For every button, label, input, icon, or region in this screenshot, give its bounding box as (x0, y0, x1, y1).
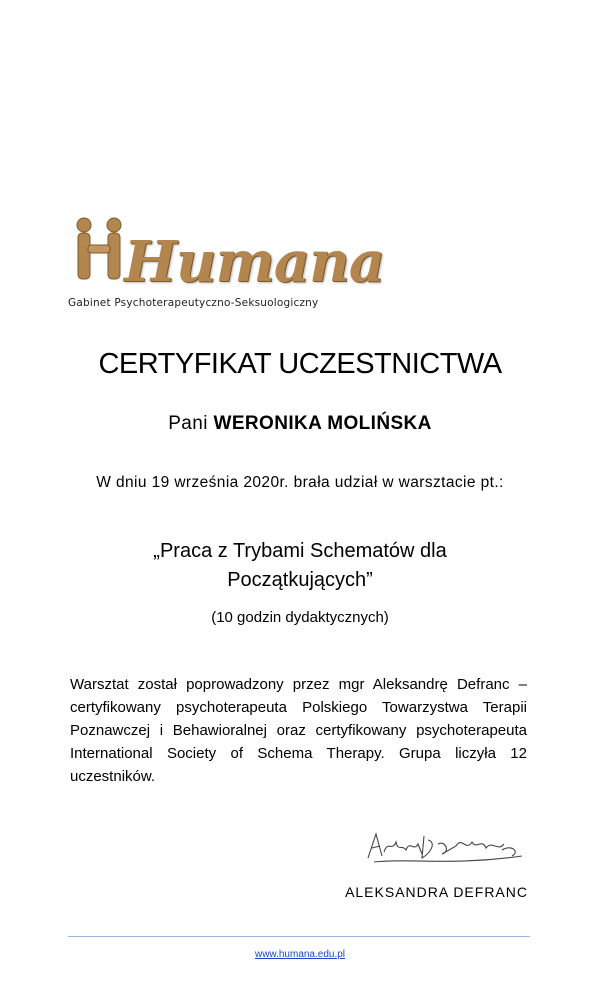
certificate-title: CERTYFIKAT UCZESTNICTWA (98, 348, 502, 380)
logo-figures-icon (70, 215, 130, 285)
recipient-line (0, 413, 600, 435)
footer-website-link[interactable]: www.humana.edu.pl (254, 949, 346, 960)
workshop-title-line-1: „Praca z Trybami Schematów dla (153, 540, 447, 562)
humana-logo (68, 215, 385, 315)
date-line: W dniu 19 września 2020r. brała udział w warsztacie pt.: (96, 474, 504, 491)
recipient-name: WERONIKA MOLIŃSKA (213, 413, 432, 434)
recipient-prefix: Pani (168, 413, 208, 434)
logo-subtitle: Gabinet Psychoterapeutyczno-Seksuologiczny (68, 297, 319, 309)
logo-wordmark: Humana (124, 229, 385, 295)
signer-name: ALEKSANDRA DEFRANC (345, 884, 528, 900)
workshop-title (0, 537, 600, 595)
footer-divider (68, 936, 530, 937)
workshop-hours: (10 godzin dydaktycznych) (211, 609, 389, 626)
handwritten-signature (362, 822, 532, 872)
workshop-title-line-2: Początkujących” (227, 569, 373, 591)
certificate-body: Warsztat został poprowadzony przez mgr Aleksandrę Defranc – certyfikowany psychoterapeuta Polskiego Towarzystwa Terapii Poznawczej i Behawioralnej oraz certyfikowany psychoterapeuta International Society of Schema Therapy. Grupa liczyła 12 uczestników. (70, 676, 527, 785)
